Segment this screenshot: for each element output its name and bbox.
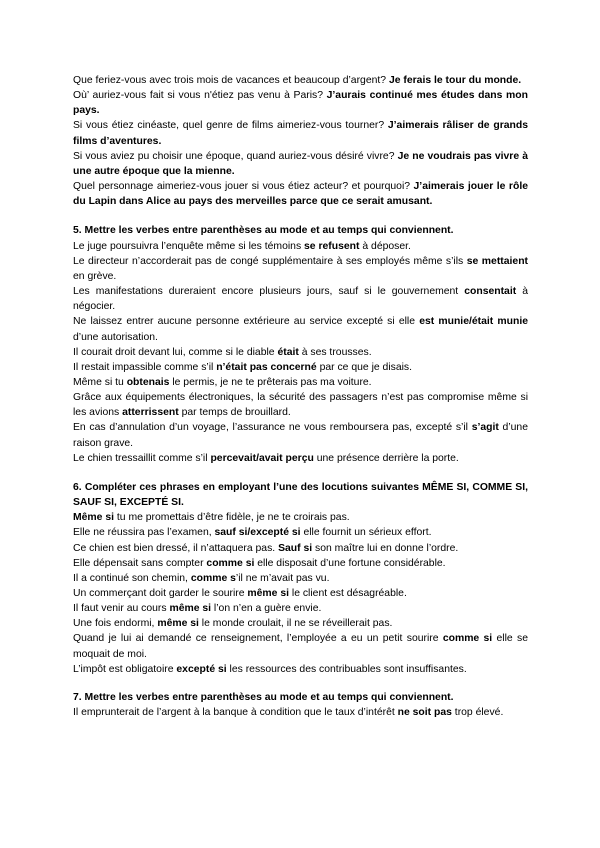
answer-text: même si [169,603,212,615]
item-text: en grève. [73,270,117,282]
question-text: Où’ auriez-vous fait si vous n'étiez pas venu à Paris? [73,90,327,102]
item-text: l’on n’en a guère envie. [211,603,322,615]
item-text: Le chien tressaillit comme s’il [73,452,211,464]
item-text: Elle dépensait sans compter [73,557,207,569]
question-text: Quel personnage aimeriez-vous jouer si vous étiez acteur? et pourquoi? [73,181,414,193]
exercise-item [73,556,528,571]
question-text: Si vous aviez pu choisir une époque, quand auriez-vous désiré vivre? [73,150,398,162]
question-text: Si vous étiez cinéaste, quel genre de films aimeriez-vous tourner? [73,120,388,132]
item-text: Ce chien est bien dressé, il n’attaquera pas. [73,542,279,554]
answer-text: était [277,346,299,358]
exercise-item [73,541,528,556]
qa-item [73,149,528,179]
exercise-item [73,586,528,601]
item-text: une présence derrière la porte. [313,452,459,464]
item-text: Le directeur n’accorderait pas de congé supplémentaire à ses employés même s’ils [73,255,467,267]
exercise-item [73,601,528,616]
qa-item [73,88,528,118]
item-text: Un commerçant doit garder le sourire [73,588,248,599]
answer-text: Sauf si [278,542,313,554]
qa-item [73,118,528,148]
item-text: Même si tu [73,376,127,388]
item-text: par temps de brouillard. [178,407,291,419]
answer-text: est munie/était munie [419,316,528,328]
answer-text: obtenais [126,376,170,388]
answer-text: atterrissent [122,407,179,419]
answer-text: percevait/avait perçu [210,452,314,464]
answer-text: n’était pas concerné [216,361,317,373]
exercise-item [73,375,528,390]
exercise-item [73,314,528,344]
section-6 [73,480,528,677]
section-5 [73,223,528,466]
intro-qa-block [73,73,528,209]
answer-text: ne soit pas [397,707,452,719]
item-text: à déposer. [359,240,411,252]
exercise-item [73,345,528,360]
item-text: d’une autorisation. [73,331,158,343]
exercise-item [73,616,528,631]
item-text: Le juge poursuivra l’enquête même si les témoins [73,240,305,252]
section-heading: 5. Mettre les verbes entre parenthèses au mode et au temps qui conviennent. [73,225,454,237]
exercise-item [73,510,528,525]
answer-text: J’aimerais râliser de grands films d’aventures. [73,120,528,147]
answer-text: J’aurais continué mes études dans mon pays. [73,90,528,117]
exercise-item [73,451,528,466]
item-text: Quand je lui ai demandé ce renseignement, l’employée a eu un petit sourire [73,633,443,645]
item-text: Les manifestations dureraient encore plusieurs jours, sauf si le gouvernement [73,286,465,298]
answer-text: sauf si/excepté si [214,527,301,539]
exercise-item [73,420,528,450]
item-text: à négocier. [73,286,528,313]
item-text: ’il ne m’avait pas vu. [235,572,330,584]
item-text: d’une raison grave. [73,422,528,449]
answer-text: comme s [190,572,236,584]
item-text: les ressources des contribuables sont insuffisantes. [226,663,467,675]
item-text: elle se moquait de moi. [73,633,528,660]
answer-text: Je ferais le tour du monde. [388,75,522,86]
item-text: trop élevé. [451,707,504,719]
exercise-item [73,631,528,661]
item-text: le permis, je ne te prêterais pas ma voiture. [169,376,372,388]
item-text: elle disposait d’une fortune considérable. [254,557,446,569]
item-text: Il faut venir au cours [73,603,170,615]
item-text: L’impôt est obligatoire [73,663,177,675]
item-text: son maître lui en donne l’ordre. [312,542,459,554]
exercise-item [73,284,528,314]
answer-text: excepté si [176,663,227,675]
item-text: le monde croulait, il ne se réveillerait pas. [198,618,393,630]
answer-text: se refusent [304,240,360,252]
exercise-item [73,705,528,720]
section-7 [73,690,528,720]
item-text: En cas d’annulation d’un voyage, l’assurance ne vous remboursera pas, excepté s’il [73,422,472,434]
item-text: Ne laissez entrer aucune personne extérieure au service excepté si elle [73,316,420,328]
exercise-item [73,254,528,284]
exercise-item [73,239,528,254]
item-text: elle fournit un sérieux effort. [300,527,432,539]
answer-text: consentait [464,286,517,298]
answer-text: J’aimerais jouer le rôle du Lapin dans Alice au pays des merveilles parce que ce serait amusant. [73,181,528,208]
exercise-item [73,571,528,586]
section-heading: 6. Compléter ces phrases en employant l’une des locutions suivantes MÊME SI, COMME SI, SAUF SI, EXCEPTÉ SI. [73,481,528,509]
exercise-item [73,360,528,375]
answer-text: Je ne voudrais pas vivre à une autre époque que la mienne. [73,150,528,177]
item-text: le client est désagréable. [289,588,407,599]
question-text: Que feriez-vous avec trois mois de vacances et beaucoup d’argent? [73,75,389,86]
exercise-item [73,390,528,420]
answer-text: se mettaient [466,255,528,267]
item-text: Grâce aux équipements électroniques, la sécurité des passagers n’est pas compromise même si les avions [73,392,528,419]
answer-text: comme si [206,557,255,569]
answer-text: même si [247,588,289,599]
answer-text: comme si [442,633,493,645]
item-text: Elle ne réussira pas l’examen, [73,527,215,539]
exercise-item [73,662,528,677]
item-text: Il restait impassible comme s’il [73,361,217,373]
item-text: tu me promettais d’être fidèle, je ne te croirais pas. [114,512,350,524]
item-text: Il a continué son chemin, [73,572,191,584]
section-heading: 7. Mettre les verbes entre parenthèses au mode et au temps qui conviennent. [73,691,454,703]
answer-text: même si [157,618,199,630]
item-text: par ce que je disais. [316,361,412,373]
answer-text: s’agit [471,422,499,434]
item-text: à ses trousses. [298,346,372,358]
qa-item [73,179,528,209]
exercise-item [73,525,528,540]
qa-item [73,73,528,88]
item-text: Il emprunterait de l’argent à la banque à condition que le taux d’intérêt [73,707,398,719]
answer-text: Même si [73,512,115,524]
item-text: Une fois endormi, [73,618,158,630]
item-text: Il courait droit devant lui, comme si le diable [73,346,278,358]
